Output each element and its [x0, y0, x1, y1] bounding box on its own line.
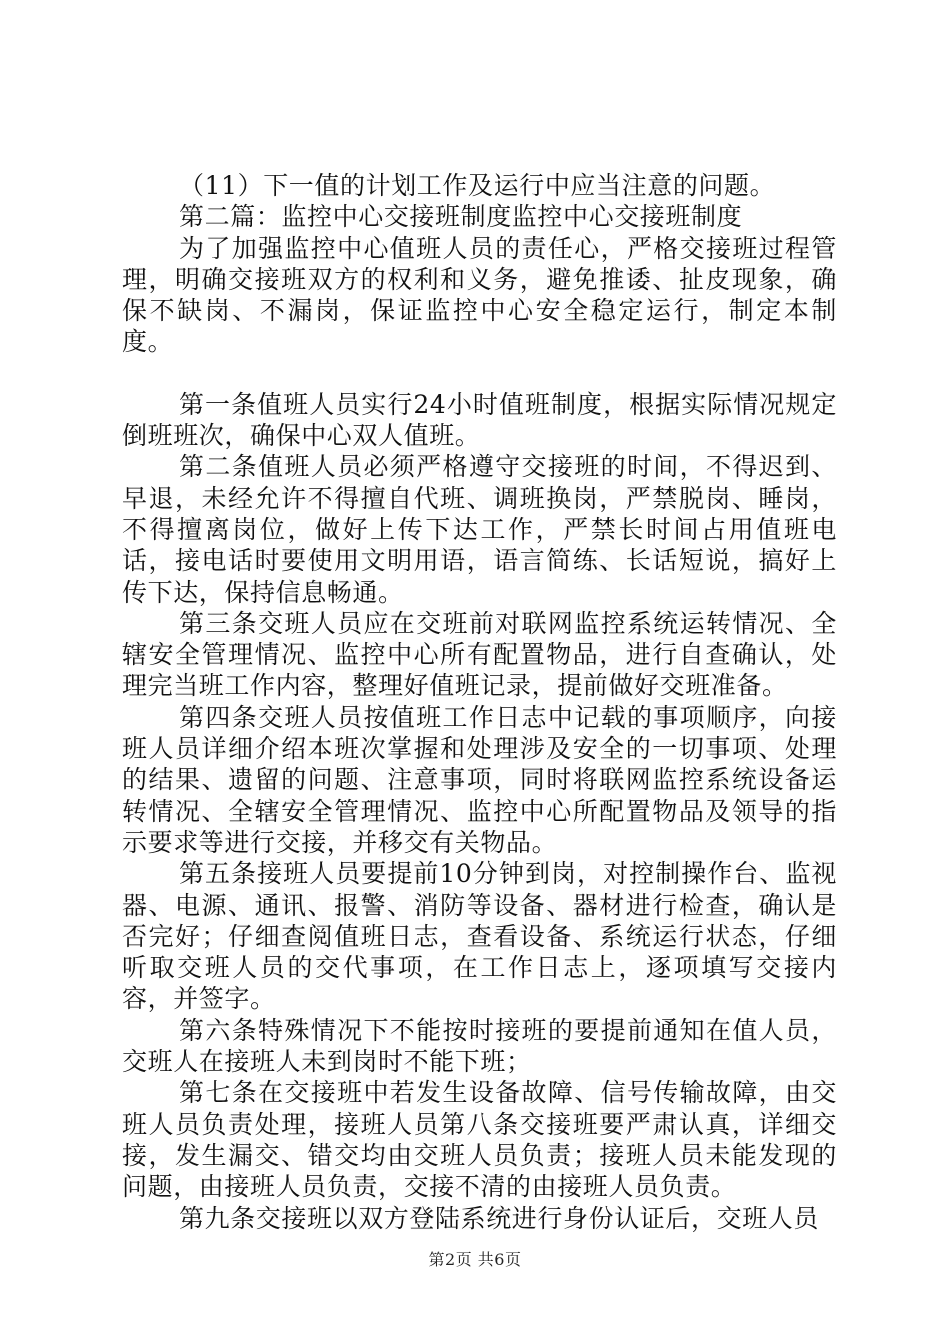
article-3: 第三条交班人员应在交班前对联网监控系统运转情况、全辖安全管理情况、监控中心所有配置物品，进行自查确认，处理完当班工作内容，整理好值班记录，提前做好交班准备。 [122, 608, 837, 701]
article-4: 第四条交班人员按值班工作日志中记载的事项顺序，向接班人员详细介绍本班次掌握和处理涉及安全的一切事项、处理的结果、遗留的问题、注意事项，同时将联网监控系统设备运转情况、全辖安全管理情况、监控中心所配置物品及领导的指示要求等进行交接，并移交有关物品。 [122, 702, 837, 857]
article-2: 第二条值班人员必须严格遵守交接班的时间，不得迟到、早退，未经允许不得擅自代班、调班换岗，严禁脱岗、睡岗，不得擅离岗位，做好上传下达工作，严禁长时间占用值班电话，接电话时要使用文明用语，语言简练、长话短说，搞好上传下达，保持信息畅通。 [122, 452, 837, 607]
article-1: 第一条值班人员实行24小时值班制度，根据实际情况规定倒班班次，确保中心双人值班。 [122, 389, 837, 451]
paragraph-item-11: （11）下一值的计划工作及运行中应当注意的问题。 [179, 171, 776, 200]
section-title: 第二篇：监控中心交接班制度监控中心交接班制度 [179, 202, 743, 232]
preamble-paragraph: 为了加强监控中心值班人员的责任心，严格交接班过程管理，明确交接班双方的权利和义务，避免推诿、扯皮现象，确保不缺岗、不漏岗，保证监控中心安全稳定运行，制定本制度。 [122, 233, 837, 357]
document-body [122, 170, 837, 1234]
page-number-footer: 第2页 共6页 [428, 1250, 522, 1269]
article-7-8: 第七条在交接班中若发生设备故障、信号传输故障，由交班人员负责处理，接班人员第八条交接班要严肃认真，详细交接，发生漏交、错交均由交班人员负责；接班人员未能发现的问题，由接班人员负责，交接不清的由接班人员负责。 [122, 1078, 837, 1202]
article-5: 第五条接班人员要提前10分钟到岗，对控制操作台、监视器、电源、通讯、报警、消防等设备、器材进行检查，确认是否完好；仔细查阅值班日志，查看设备、系统运行状态，仔细听取交班人员的交代事项，在工作日志上，逐项填写交接内容，并签字。 [122, 859, 837, 1014]
article-6: 第六条特殊情况下不能按时接班的要提前通知在值人员，交班人在接班人未到岗时不能下班； [122, 1015, 837, 1077]
article-9: 第九条交接班以双方登陆系统进行身份认证后，交班人员 [179, 1203, 820, 1233]
